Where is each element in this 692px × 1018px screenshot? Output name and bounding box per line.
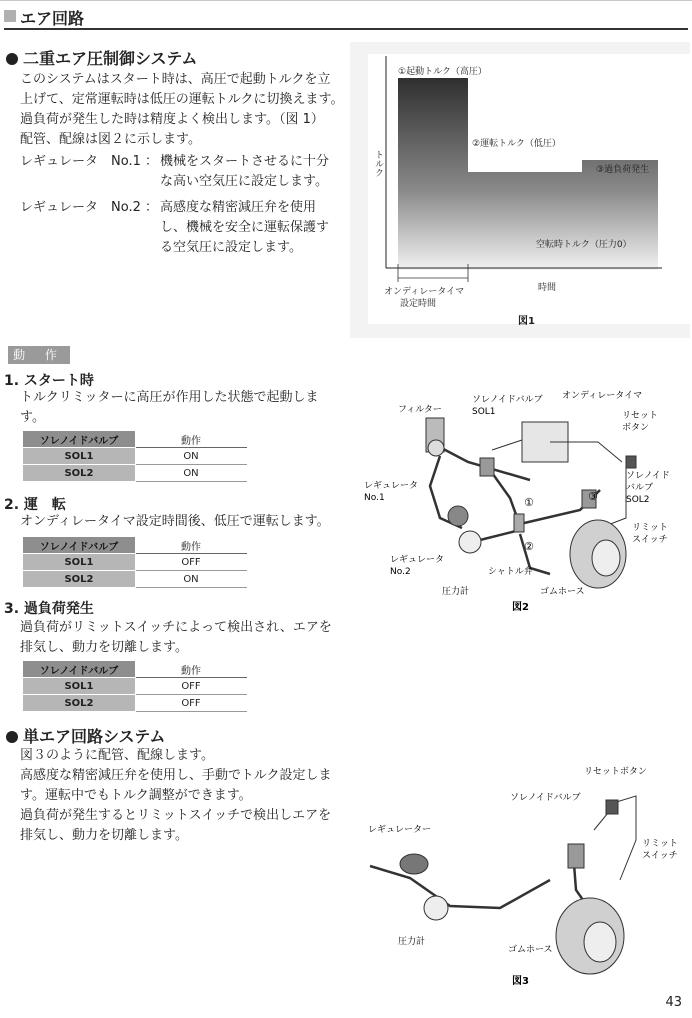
pressure-gauge (459, 531, 481, 553)
label-hose: ゴムホース (540, 587, 585, 597)
label-hose: ゴムホース (508, 945, 553, 955)
label-timer: オンディレータイマ (562, 391, 643, 401)
label-limit-b: スイッチ (642, 851, 678, 861)
table-row: SOL1 ON (23, 448, 247, 465)
label-timer-1: オンディレータイマ (384, 287, 465, 297)
table-row: SOL2 ON (23, 571, 247, 588)
torque-limiter-hub (592, 540, 620, 576)
label-solenoid1-b: SOL1 (472, 407, 496, 417)
reset-button-body (626, 456, 636, 468)
dual-heading: 二重エア圧制御システム (6, 46, 197, 69)
filter-gauge (428, 440, 444, 456)
reset-button-body (606, 800, 618, 814)
step-3-table: ソレノイドバルブ 動作 SOL1 OFF SOL2 OFF (22, 660, 247, 712)
operation-badge: 動 作 (8, 346, 70, 364)
step-1-table: ソレノイドバルブ 動作 SOL1 ON SOL2 ON (22, 430, 247, 482)
step-3-text: 過負荷がリミットスイッチによって検出され、エアを 排気し、動力を切離します。 (20, 620, 332, 655)
label-overload: ③過負荷発生 (596, 165, 650, 175)
dual-paragraph: このシステムはスタート時は、高圧で起動トルクを立 上げて、定常運転時は低圧の運転トルクに切換えます。 過負荷が発生した時は精度よく検出します。（図 1） 配管、配線は図２に示します。 (20, 72, 344, 147)
label-run-torque: ②運転トルク（低圧） (472, 139, 561, 149)
wire-limit (600, 462, 626, 528)
label-reset: リセットボタン (584, 767, 647, 777)
section-marker (4, 10, 16, 22)
label-reg1-b: No.1 (364, 493, 385, 503)
figure-2-caption: 図2 (512, 602, 529, 613)
step-3-title: 3. 過負荷発生 (4, 601, 94, 617)
label-time: 時間 (538, 283, 557, 293)
table-row: SOL1 OFF (23, 678, 247, 695)
step-2-title: 2. 運 転 (4, 497, 66, 513)
pipe-main (370, 866, 550, 908)
label-sol2-c: SOL2 (626, 495, 650, 505)
label-filter: フィルター (398, 405, 442, 415)
label-gauge: 圧力計 (442, 587, 470, 597)
label-solenoid: ソレノイドバルブ (510, 793, 581, 803)
label-limit-a: リミット (642, 839, 678, 849)
figure-3-single-circuit (350, 760, 688, 992)
shuttle-valve-body (514, 514, 524, 532)
wire-sol1 (492, 440, 522, 450)
bullet-icon (6, 731, 18, 743)
regulator-2: レギュレータ No.2 ： 高感度な精密減圧弁を使用 し、機械を安全に運転保護す る空気圧に設定します。 (20, 200, 330, 255)
step-1-title: 1. スタート時 (4, 373, 94, 389)
y-axis-label: トルク (373, 150, 383, 177)
label-reset-a: リセット (622, 411, 658, 421)
bullet-icon (6, 53, 18, 65)
label-reg2-a: レギュレータ (390, 555, 445, 565)
label-reg1-a: レギュレータ (364, 481, 419, 491)
table-row: SOL2 ON (23, 465, 247, 482)
solenoid-1-body (480, 458, 494, 476)
regulator-2-body (448, 506, 468, 526)
top-rule (0, 0, 692, 1)
solenoid-body (568, 844, 584, 868)
section-title: エア回路 (20, 9, 85, 28)
label-start-torque: ①起動トルク（高圧） (398, 67, 487, 77)
label-sol2-b: バルブ (626, 483, 654, 493)
section-header (4, 6, 688, 30)
mark-1: ① (524, 496, 534, 509)
page-number: 43 (665, 995, 682, 1010)
step-1-text: トルクリミッターに高圧が作用した状態で起動しま す。 (20, 390, 319, 425)
mark-3: ③ (588, 490, 598, 503)
figure-1-torque-graph (350, 42, 690, 338)
label-shuttle: シャトル弁 (488, 567, 533, 577)
label-limit-a: リミット (632, 523, 668, 533)
figure-2-dual-circuit (350, 378, 688, 618)
label-reg2-b: No.2 (390, 567, 411, 577)
figure-3-caption: 図3 (512, 976, 529, 987)
label-solenoid1-a: ソレノイドバルブ (472, 395, 543, 405)
label-regulator: レギュレーター (368, 825, 432, 835)
regulator-1: レギュレータ No.1 ： 機械をスタートさせるに十分 な高い空気圧に設定します。 (20, 154, 330, 189)
label-sol2-a: ソレノイド (626, 471, 670, 481)
single-heading: 単エア回路システム (6, 724, 165, 747)
label-limit-b: スイッチ (632, 535, 668, 545)
mark-2: ② (524, 540, 534, 553)
regulator-body (400, 854, 428, 874)
step-2-table: ソレノイドバルブ 動作 SOL1 OFF SOL2 ON (22, 536, 247, 588)
label-timer-2: 設定時間 (400, 299, 437, 309)
torque-limiter-hub (584, 922, 616, 962)
label-idle-torque: 空転時トルク（圧力0） (536, 240, 632, 250)
single-paragraph: 図３のように配管、配線します。 高感度な精密減圧弁を使用し、手動でトルク設定しま す。運転中でもトルク調整ができます。 過負荷が発生するとリミットスイッチで検出しエアを 排気し、動力を切離します。 (20, 748, 332, 843)
step-2-text: オンディレータイマ設定時間後、低圧で運転します。 (20, 514, 330, 529)
table-row: SOL1 OFF (23, 554, 247, 571)
table-row: SOL2 OFF (23, 695, 247, 712)
pipe-sol1 (490, 470, 518, 520)
label-gauge: 圧力計 (398, 937, 426, 947)
figure-1-caption: 図1 (518, 316, 535, 327)
label-reset-b: ボタン (622, 423, 650, 433)
pressure-gauge (424, 896, 448, 920)
